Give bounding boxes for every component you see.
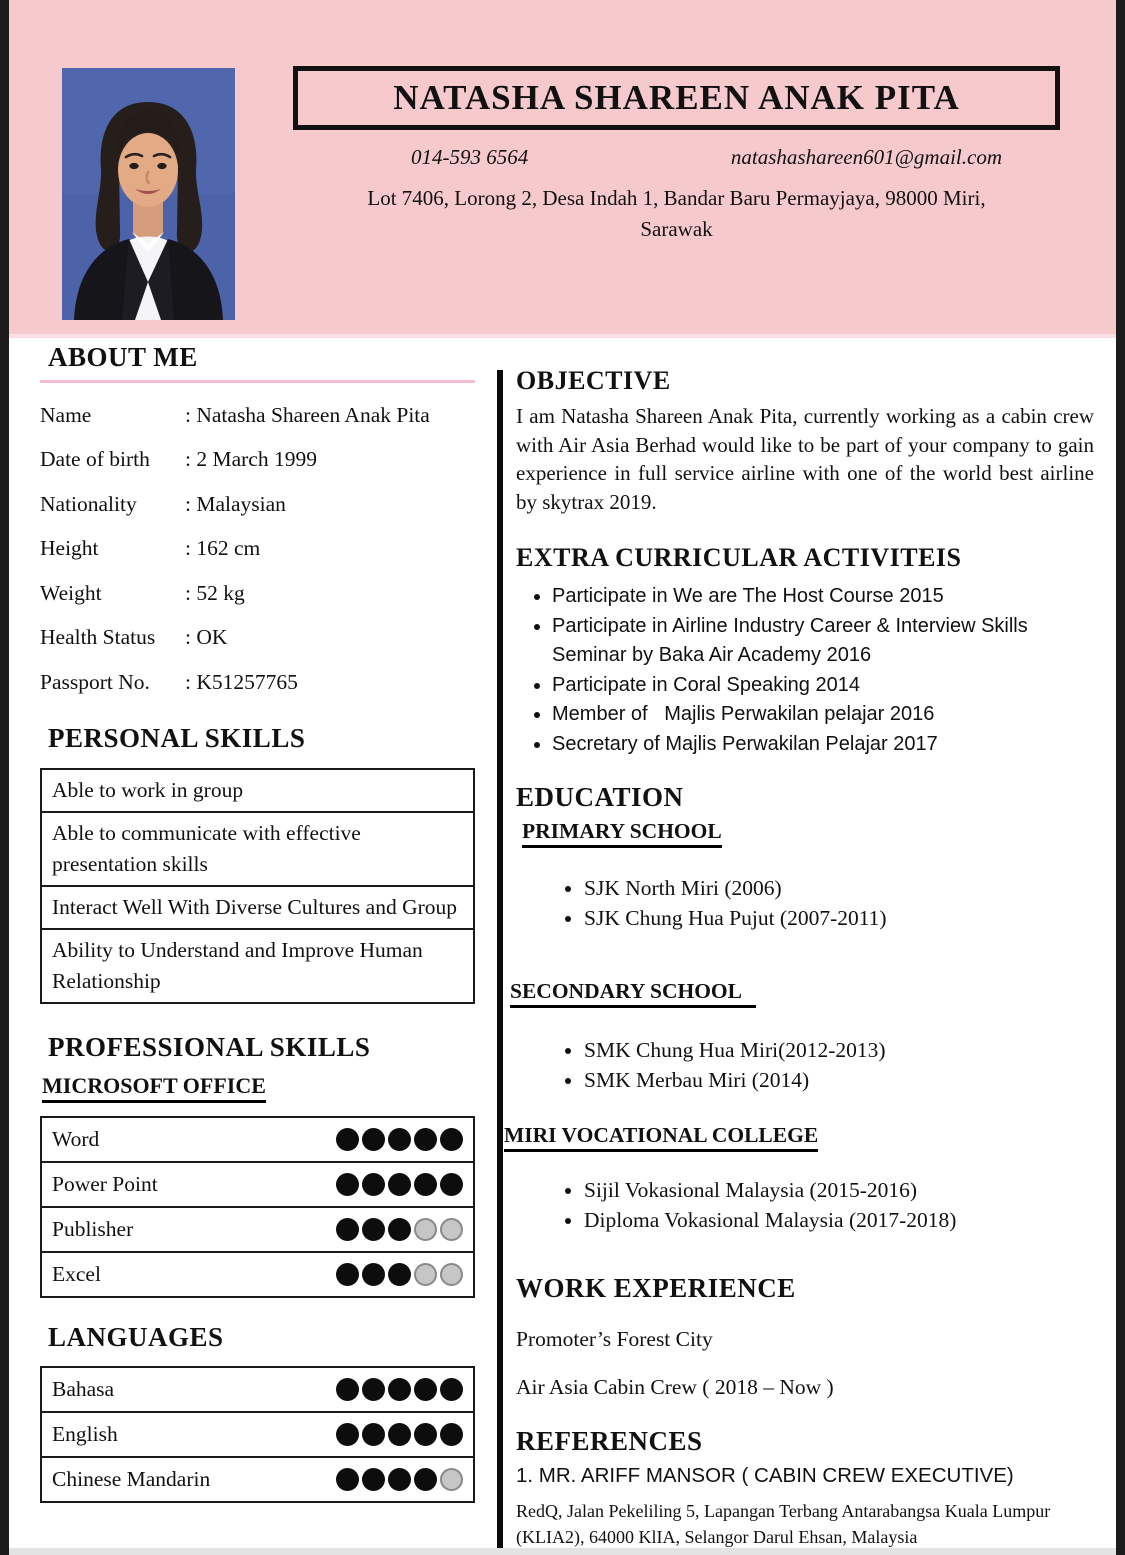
personal-skill-row: Interact Well With Diverse Cultures and Group [42,887,473,930]
education-subheading-primary: PRIMARY SCHOOL [522,819,1094,848]
rating-dot-icon [388,1128,411,1151]
personal-skill-row: Able to work in group [42,770,473,813]
rating-dot-icon [388,1218,411,1241]
field-label: Nationality [40,491,137,516]
right-column [503,338,1116,1550]
extra-curricular-list [516,582,1094,759]
rating-dot-icon [336,1378,359,1401]
list-item: • Secretary of Majlis Perwakilan Pelajar 2017 [552,730,1094,760]
rating-dots [333,1468,463,1491]
page-edge-left [0,0,9,1555]
phone-number: 014-593 6564 [411,145,529,169]
address-line-1: Lot 7406, Lorong 2, Desa Indah 1, Bandar Baru Permayjaya, 98000 Miri, [367,186,986,210]
rating-dots [333,1378,463,1401]
rating-dot-icon [388,1423,411,1446]
rating-dot-icon [388,1378,411,1401]
rating-dot-icon [362,1263,385,1286]
about-field-row [40,527,475,572]
list-item: • Participate in Airline Industry Career & Interview Skills Seminar by Baka Air Academy 2016 [552,612,1094,671]
language-label: Bahasa [52,1376,115,1401]
about-field-row [40,616,475,661]
rating-dot-icon [440,1173,463,1196]
rating-dot-icon [440,1218,463,1241]
rating-dot-icon [336,1173,359,1196]
rating-dot-icon [336,1468,359,1491]
rating-dot-icon [414,1378,437,1401]
field-value: : K51257765 [185,670,475,695]
rating-dot-icon [440,1378,463,1401]
rating-row [42,1368,473,1413]
work-experience-entry: Air Asia Cabin Crew ( 2018 – Now ) [516,1375,834,1399]
page-edge-bottom [0,1548,1125,1555]
rating-dot-icon [440,1128,463,1151]
name-box [293,66,1060,130]
left-column [9,338,497,1550]
field-label: Weight [40,580,102,605]
rating-dot-icon [440,1468,463,1491]
list-item: • SMK Chung Hua Miri(2012-2013) [584,1036,1094,1066]
address-line-2: Sarawak [640,217,713,241]
rating-dot-icon [440,1423,463,1446]
vocational-college-list [516,1176,1094,1235]
rating-dot-icon [362,1378,385,1401]
microsoft-office-ratings-table [40,1116,475,1298]
personal-skills-table [40,768,475,1004]
education-subheading-secondary: SECONDARY SCHOOL [510,979,1094,1008]
section-title-extra-curricular: EXTRA CURRICULAR ACTIVITEIS [516,543,962,572]
list-item: • SMK Merbau Miri (2014) [584,1066,1094,1096]
rating-dot-icon [362,1218,385,1241]
page-edge-right [1116,0,1125,1555]
languages-ratings-table [40,1366,475,1503]
postal-address [293,183,1060,245]
rating-dot-icon [336,1423,359,1446]
education-subheading-vocational-college: MIRI VOCATIONAL COLLEGE [504,1123,1094,1152]
rating-dot-icon [336,1263,359,1286]
rating-dot-icon [414,1218,437,1241]
field-label: Passport No. [40,669,150,694]
field-value: : 162 cm [185,536,475,561]
rating-row [42,1208,473,1253]
secondary-school-list [516,1036,1094,1095]
skill-label: Word [52,1126,100,1151]
list-item: • Diploma Vokasional Malaysia (2017-2018) [584,1206,1094,1236]
reference-name: 1. MR. ARIFF MANSOR ( CABIN CREW EXECUTIVE) [516,1464,1014,1487]
about-fields [40,393,475,705]
language-label: Chinese Mandarin [52,1466,211,1491]
rating-dots [333,1423,463,1446]
skill-label: Publisher [52,1216,134,1241]
resume-body [9,338,1116,1550]
rating-dot-icon [362,1468,385,1491]
skill-label: Excel [52,1261,101,1286]
section-title-about-me: ABOUT ME [40,342,475,383]
rating-row [42,1413,473,1458]
rating-dots [333,1218,463,1241]
list-item: • Participate in We are The Host Course 2015 [552,582,1094,612]
personal-skill-row: Able to communicate with effective presentation skills [42,813,473,887]
section-title-work-experience: WORK EXPERIENCE [516,1273,796,1303]
rating-dot-icon [414,1173,437,1196]
rating-row [42,1458,473,1501]
section-title-professional-skills: PROFESSIONAL SKILLS [48,1031,371,1062]
rating-dot-icon [362,1128,385,1151]
list-item: • SJK North Miri (2006) [584,874,1094,904]
rating-dots [333,1263,463,1286]
rating-dot-icon [414,1128,437,1151]
section-title-education: EDUCATION [516,782,684,812]
rating-dot-icon [414,1468,437,1491]
resume-header [9,0,1116,338]
field-value: : 2 March 1999 [185,447,475,472]
rating-row [42,1163,473,1208]
field-label: Height [40,536,99,561]
candidate-name: NATASHA SHAREEN ANAK PITA [393,78,960,117]
field-value: : OK [185,625,475,650]
header-identity-block [293,66,1060,245]
language-label: English [52,1421,118,1446]
rating-dot-icon [336,1218,359,1241]
rating-row [42,1253,473,1296]
rating-dot-icon [362,1173,385,1196]
rating-dot-icon [336,1128,359,1151]
rating-dot-icon [414,1423,437,1446]
field-label: Health Status [40,625,156,650]
skill-label: Power Point [52,1171,158,1196]
contact-row [293,145,1060,170]
rating-row [42,1118,473,1163]
section-title-references: REFERENCES [516,1426,703,1456]
profile-photo [62,68,235,320]
email-address: natashashareen601@gmail.com [730,145,1002,169]
rating-dot-icon [388,1173,411,1196]
rating-dots [333,1128,463,1151]
rating-dot-icon [440,1263,463,1286]
rating-dots [333,1173,463,1196]
list-item: • SJK Chung Hua Pujut (2007-2011) [584,904,1094,934]
personal-skill-row: Ability to Understand and Improve Human Relationship [52,937,423,993]
work-experience-entry: Promoter’s Forest City [516,1327,713,1351]
field-label: Date of birth [40,447,150,472]
objective-paragraph: I am Natasha Shareen Anak Pita, currently working as a cabin crew with Air Asia Berhad would like to be part of your company to gain experience in full service airline with one of the world best airline by skytrax 2019. [516,404,1094,514]
primary-school-list [516,874,1094,933]
rating-dot-icon [362,1423,385,1446]
field-value: : 52 kg [185,581,475,606]
rating-dot-icon [388,1468,411,1491]
reference-address: RedQ, Jalan Pekeliling 5, Lapangan Terbang Antarabangsa Kuala Lumpur (KLIA2), 64000 KlIA, Selangor Darul Ehsan, Malaysia [516,1501,1051,1547]
field-value: : Natasha Shareen Anak Pita [185,403,475,428]
section-title-objective: OBJECTIVE [516,366,671,395]
rating-dot-icon [414,1263,437,1286]
list-item: • Participate in Coral Speaking 2014 [552,671,1094,701]
about-field-row [40,438,475,483]
field-value: : Malaysian [185,492,475,517]
about-field-row [40,571,475,616]
section-title-personal-skills: PERSONAL SKILLS [48,722,306,753]
section-title-languages: LANGUAGES [48,1321,224,1352]
list-item: • Sijil Vokasional Malaysia (2015-2016) [584,1176,1094,1206]
profile-photo-illustration [62,68,235,320]
subsection-title-microsoft-office: MICROSOFT OFFICE [42,1073,475,1103]
rating-dot-icon [388,1263,411,1286]
about-field-row [40,482,475,527]
about-field-row [40,393,475,438]
field-label: Name [40,402,92,427]
about-field-row [40,660,475,705]
list-item: • Member of Majlis Perwakilan pelajar 2016 [552,700,1094,730]
